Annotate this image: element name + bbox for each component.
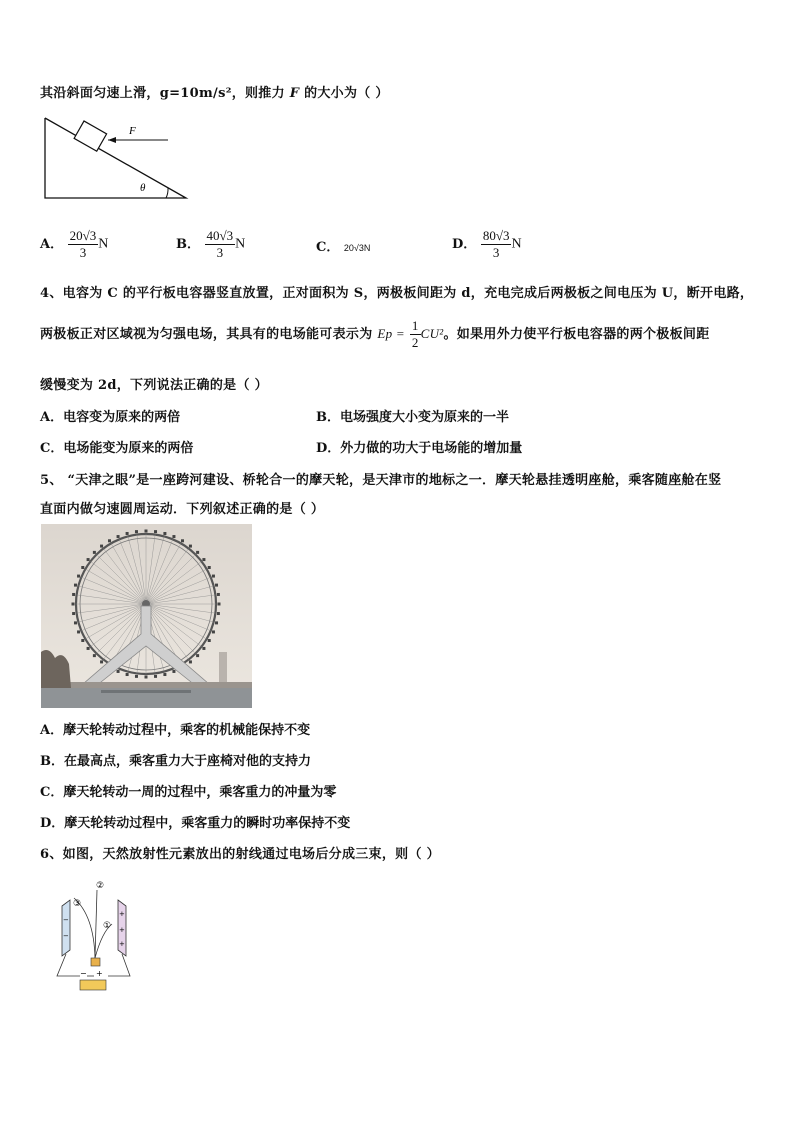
beam-label-1: ① bbox=[103, 921, 112, 931]
svg-text:−: − bbox=[63, 932, 69, 940]
q3-option-d[interactable]: D． $\frac{80√3}{3}$ N bbox=[452, 228, 522, 260]
q3-option-c[interactable]: C． 20√3N bbox=[316, 240, 371, 255]
beam-label-2: ② bbox=[96, 881, 105, 891]
q3-stem bbox=[40, 82, 389, 101]
incline-diagram bbox=[40, 112, 200, 202]
formula-lhs: Ep = bbox=[377, 326, 405, 341]
block bbox=[74, 121, 106, 151]
q3-option-a[interactable]: A． $\frac{20√3}{3}$ N bbox=[40, 228, 109, 260]
formula-frac: $\frac{1}{2}$ bbox=[411, 318, 419, 350]
q5-option-c[interactable]: C．摩天轮转动一周的过程中，乘客重力的冲量为零 bbox=[40, 785, 337, 800]
svg-text:−: − bbox=[63, 916, 69, 924]
svg-text:+: + bbox=[119, 940, 125, 948]
radiation-diagram bbox=[50, 876, 140, 998]
q3-option-d-frac: $\frac{80√3}{3}$ bbox=[482, 228, 510, 260]
q5-option-d[interactable]: D．摩天轮转动过程中，乘客重力的瞬时功率保持不变 bbox=[40, 816, 351, 831]
q4-line-1: 4、电容为 C 的平行板电容器竖直放置，正对面积为 S，两极板间距为 d，充电完成后两极板之间电压为 U，断开电路， bbox=[40, 286, 754, 301]
q4-option-d[interactable]: D．外力做的功大于电场能的增加量 bbox=[316, 441, 523, 456]
svg-text:+: + bbox=[119, 926, 125, 934]
q3-stem-text: 其沿斜面匀速上滑，g=10m/s²，则推力 bbox=[40, 86, 290, 101]
q4-option-a[interactable]: A．电容变为原来的两倍 bbox=[40, 410, 181, 425]
svg-text:+: + bbox=[96, 969, 103, 978]
q4-line-2: 两极板正对区域视为匀强电场，其具有的电场能可表示为 Ep = $\frac{1}{2}$ CU²。如果用外力使平行板电容器的两个极板间距 bbox=[40, 318, 710, 350]
svg-text:+: + bbox=[119, 910, 125, 918]
formula-rhs: CU² bbox=[420, 326, 444, 341]
q5-option-b[interactable]: B．在最高点，乘客重力大于座椅对他的支持力 bbox=[40, 754, 312, 769]
q5-option-a[interactable]: A．摩天轮转动过程中，乘客的机械能保持不变 bbox=[40, 723, 311, 738]
theta-label: θ bbox=[140, 182, 146, 194]
q4-option-c[interactable]: C．电场能变为原来的两倍 bbox=[40, 441, 194, 456]
q4-line-3: 缓慢变为 2d，下列说法正确的是（ ） bbox=[40, 378, 268, 393]
q4-option-b[interactable]: B．电场强度大小变为原来的一半 bbox=[316, 410, 510, 425]
ferris-wheel-photo bbox=[41, 524, 252, 708]
beam-label-3: ③ bbox=[73, 899, 82, 909]
battery-icon bbox=[80, 980, 106, 990]
q3-stem-var: F bbox=[289, 86, 300, 101]
q3-stem-text-2: 的大小为（ ） bbox=[299, 86, 389, 101]
q5-line-1: 5、 “天津之眼”是一座跨河建设、桥轮合一的摩天轮，是天津市的地标之一．摩天轮悬挂透明座舱，乘客随座舱在竖 bbox=[40, 473, 722, 488]
q3-option-b-frac: $\frac{40√3}{3}$ bbox=[206, 228, 234, 260]
force-label: F bbox=[129, 125, 136, 137]
q6-line-1: 6、如图，天然放射性元素放出的射线通过电场后分成三束，则（ ） bbox=[40, 847, 440, 862]
q3-option-a-frac: $\frac{20√3}{3}$ bbox=[69, 228, 97, 260]
q3-option-b[interactable]: B． $\frac{40√3}{3}$ N bbox=[176, 228, 246, 260]
q5-line-2: 直面内做匀速圆周运动．下列叙述正确的是（ ） bbox=[40, 502, 325, 517]
svg-text:−: − bbox=[80, 969, 87, 978]
